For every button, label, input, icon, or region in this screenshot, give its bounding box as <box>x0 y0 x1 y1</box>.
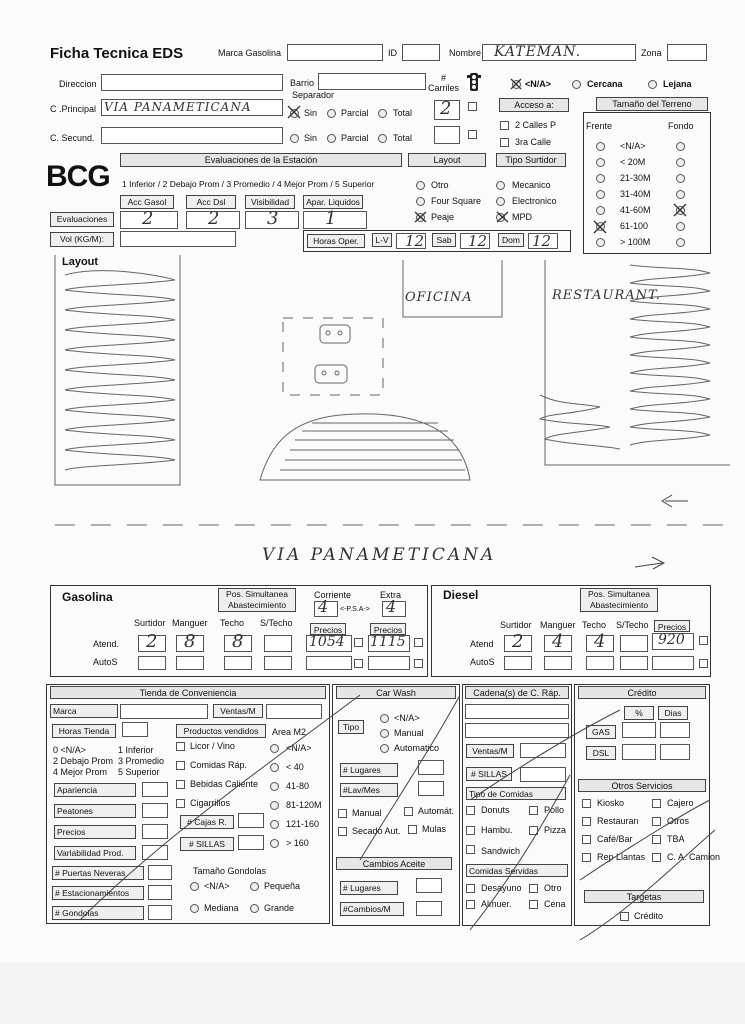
carriles-secund-field[interactable] <box>434 126 460 144</box>
gasolina-atend-value: 2 <box>146 631 158 652</box>
surtidor-option-label: Mecanico <box>512 180 551 190</box>
fondo-radio[interactable] <box>676 142 685 151</box>
frente-radio[interactable] <box>596 142 605 151</box>
targetas-title: Targetas <box>584 890 704 903</box>
tienda-scale-left: 4 Mejor Prom <box>53 767 108 777</box>
frente-radio[interactable] <box>596 158 605 167</box>
traffic-light-icon <box>466 72 482 94</box>
diesel-column-label: Surtidor <box>500 620 532 630</box>
gondola-pequena-label: Pequeña <box>264 881 301 891</box>
separador-sin-label: Sin <box>304 108 318 118</box>
count-label: # Estacionamientos <box>52 886 144 900</box>
terreno-option-label: 41-60M <box>620 205 651 215</box>
form-title: Ficha Tecnica EDS <box>50 45 184 62</box>
otros-servicio-label: Cajero <box>667 798 694 808</box>
separador-sin-mark <box>286 104 302 120</box>
carwash-automat-label: Automát. <box>418 806 455 816</box>
gasolina-atend-field[interactable] <box>264 635 292 652</box>
acceso-title: Acceso a: <box>499 98 569 112</box>
carwash-tipo-label: <N/A> <box>394 713 420 723</box>
gasolina-title: Gasolina <box>62 590 113 604</box>
productos-title: Productos vendidos <box>176 724 266 738</box>
diesel-column-label: Techo <box>582 620 607 630</box>
diesel-pos-label: Pos. Simultanea Abastecimiento <box>580 588 658 612</box>
cena-label: Cena <box>544 899 566 909</box>
diesel-atend-value: 4 <box>552 631 564 652</box>
area-title: Area M2 <box>272 727 307 737</box>
credito-title: Crédito <box>578 686 706 699</box>
extra-label: Extra <box>380 590 402 600</box>
fondo-radio[interactable] <box>676 222 685 231</box>
direccion-field[interactable] <box>101 74 283 91</box>
almuer-label: Almuer. <box>481 899 512 909</box>
separador-total-radio[interactable] <box>378 109 387 118</box>
producto-label: Comidas Ráp. <box>190 760 248 770</box>
autos-extra-field[interactable] <box>368 656 410 670</box>
fondo-radio[interactable] <box>676 238 685 247</box>
gasolina-pos-label: Pos. Simultanea Abastecimiento <box>218 588 296 612</box>
carwash-tipo-label: Tipo <box>338 720 364 734</box>
gondola-na-label: <N/A> <box>204 881 230 891</box>
diesel-atend-value: 2 <box>512 631 524 652</box>
frente-radio[interactable] <box>596 206 605 215</box>
carwash-title: Car Wash <box>336 686 456 699</box>
diesel-precios-label: Precios <box>654 620 690 632</box>
area-label: 121-160 <box>286 819 320 829</box>
c-secund-field[interactable] <box>101 127 283 144</box>
rating-label: Peatones <box>54 804 136 818</box>
aceite-title: Cambios Aceite <box>336 857 452 870</box>
terreno-option-label: 31-40M <box>620 189 651 199</box>
gasolina-atend-value: 8 <box>184 631 196 652</box>
pos-corriente-value: 4 <box>318 597 329 616</box>
diesel-column-label: S/Techo <box>616 620 649 630</box>
otros-servicio-label: Café/Bar <box>597 834 633 844</box>
tienda-title: Tienda de Conveniencia <box>50 686 326 699</box>
barrio-field[interactable] <box>318 73 426 90</box>
separador-total-label: Total <box>393 108 413 118</box>
autos-corriente-checkbox[interactable] <box>354 659 363 668</box>
id-field[interactable] <box>402 44 440 61</box>
carwash-lugares-label: # Lugares <box>340 763 398 777</box>
autos-corriente-field[interactable] <box>306 656 352 670</box>
c-secund-label: C. Secund. <box>50 133 95 143</box>
evaluaciones-scale: 1 Inferior / 2 Debajo Prom / 3 Promedio / 4 Mejor Prom / 5 Superior <box>122 179 375 189</box>
dom-value: 12 <box>532 232 552 250</box>
eval-column-label: Visibilidad <box>245 195 295 209</box>
pos-extra-value: 4 <box>386 597 397 616</box>
count-label: # Gondolas <box>52 906 144 920</box>
area-label: <N/A> <box>286 743 312 753</box>
eval-column-label: Acc Gasol <box>120 195 174 209</box>
cercana-radio[interactable] <box>572 80 581 89</box>
secund-parcial-radio[interactable] <box>327 134 336 143</box>
otros-servicio-label: Rep Llantas <box>597 852 646 862</box>
credito-dsl-label: DSL <box>586 746 616 760</box>
fondo-radio[interactable] <box>676 174 685 183</box>
terreno-title: Tamaño del Terreno <box>596 97 708 111</box>
gondolas-title: Tamaño Gondolas <box>193 866 267 876</box>
hambu-label: Hambu. <box>481 825 513 835</box>
marca-gasolina-field[interactable] <box>287 44 383 61</box>
sab-label: Sab <box>432 233 456 247</box>
tipo-comidas-title: Tipo de Comidas <box>466 787 566 800</box>
gondola-mediana-label: Mediana <box>204 903 239 913</box>
terreno-frente-label: Frente <box>586 121 613 131</box>
fondo-41-60-mark <box>672 202 688 218</box>
terreno-option-label: > 100M <box>620 237 651 247</box>
otros-servicio-label: Otros <box>667 816 690 826</box>
carriles-label: # Carriles <box>428 73 460 93</box>
fondo-radio[interactable] <box>676 190 685 199</box>
gasolina-autos-field[interactable] <box>264 656 292 670</box>
frente-radio[interactable] <box>596 190 605 199</box>
cadena-ventas-label: Ventas/M <box>466 744 514 758</box>
carwash-secado-label: Secado Aut. <box>352 826 401 836</box>
gasolina-autos-label: AutoS <box>93 657 118 667</box>
tienda-ventas-label: Ventas/M <box>213 704 263 718</box>
sandwich-label: Sandwich <box>481 846 521 856</box>
diesel-autos-field[interactable] <box>544 656 572 670</box>
credito-pct-label: % <box>624 706 654 720</box>
strike-lines <box>60 690 720 950</box>
sab-value: 12 <box>468 232 488 250</box>
gasolina-autos-field[interactable] <box>138 656 166 670</box>
lv-value: 12 <box>405 232 425 250</box>
eval-value: 2 <box>208 208 220 229</box>
diesel-autos-label: AutoS <box>470 657 495 667</box>
tipo-surtidor-title: Tipo Surtidor <box>496 153 566 167</box>
gasolina-column-label: Manguer <box>172 618 208 628</box>
separador-parcial-label: Parcial <box>341 108 369 118</box>
carwash-tipo-label: Automatico <box>394 743 440 753</box>
zona-field[interactable] <box>667 44 707 61</box>
eval-value: 1 <box>325 208 337 229</box>
otros-servicios-title: Otros Servicios <box>578 779 706 792</box>
nombre-label: Nombre <box>449 48 482 58</box>
evaluaciones-button[interactable]: Evaluaciones <box>50 212 114 227</box>
precio-corriente-checkbox[interactable] <box>354 638 363 647</box>
tienda-scale-right: 5 Superior <box>118 767 160 777</box>
producto-label: Licor / Vino <box>190 741 235 751</box>
credito-card-label: Crédito <box>634 911 664 921</box>
diesel-autos-field[interactable] <box>586 656 614 670</box>
nombre-value: KATEMAN. <box>494 44 582 60</box>
c-principal-label: C .Principal <box>50 104 97 114</box>
diesel-autos-precio-field[interactable] <box>652 656 694 670</box>
gasolina-column-label: S/Techo <box>260 618 293 628</box>
autos-extra-checkbox[interactable] <box>414 659 423 668</box>
credito-dias-label: Dias <box>658 706 688 720</box>
otros-servicio-label: Restauran <box>597 816 639 826</box>
layout-sketch <box>40 255 730 585</box>
tienda-scale-left: 2 Debajo Prom <box>53 756 114 766</box>
tienda-horas-label: Horas Tienda <box>52 724 116 738</box>
comidas-servidas-title: Comidas Servidas <box>466 864 568 877</box>
surtidor-option-label: MPD <box>512 212 532 222</box>
surtidor-option-radio[interactable] <box>496 197 505 206</box>
cajas-label: # Cajas R. <box>180 815 234 829</box>
frente-radio[interactable] <box>596 174 605 183</box>
location-na-mark <box>509 77 523 91</box>
oficina-label: OFICINA <box>405 290 473 305</box>
psa-label: <-P.S.A-> <box>340 606 370 613</box>
tienda-sillas-label: # SILLAS <box>180 837 234 851</box>
via-label: VIA PANAMETICANA <box>262 545 497 565</box>
carriles-value: 2 <box>440 98 452 119</box>
diesel-column-label: Manguer <box>540 620 576 630</box>
diesel-precio-checkbox[interactable] <box>699 636 708 645</box>
barrio-label: Barrio <box>290 78 315 88</box>
c-principal-value: VIA PANAMETICANA <box>104 100 252 114</box>
count-label: # Puertas Neveras <box>52 866 144 880</box>
tienda-marca-label: Marca <box>50 704 118 718</box>
eval-column-label: Apar. Liquidos <box>303 195 363 209</box>
area-label: < 40 <box>286 762 304 772</box>
diesel-autos-checkbox[interactable] <box>699 659 708 668</box>
evaluaciones-title: Evaluaciones de la Estación <box>120 153 402 167</box>
gasolina-precios-extra-label: Precios <box>370 623 406 635</box>
restaurant-label: RESTAURANT. <box>552 288 661 303</box>
cercana-label: Cercana <box>587 79 623 89</box>
terreno-option-label: <N/A> <box>620 141 646 151</box>
precio-extra-checkbox[interactable] <box>414 638 423 647</box>
acceso-2calles-checkbox[interactable] <box>500 121 509 130</box>
separador-label: Separador <box>292 90 335 100</box>
aceite-lugares-label: # Lugares <box>340 881 398 895</box>
gasolina-column-label: Techo <box>220 618 245 628</box>
lv-label: L-V <box>372 233 392 247</box>
otro-label: Otro <box>544 883 562 893</box>
eval-column-label: Acc Dsl <box>186 195 236 209</box>
diesel-precio-value: 920 <box>658 632 685 648</box>
separador-parcial-radio[interactable] <box>327 109 336 118</box>
precio-corriente-value: 1054 <box>309 634 345 650</box>
gasolina-atend-label: Atend. <box>93 639 120 649</box>
dom-label: Dom <box>498 233 524 247</box>
layout-type-title: Layout <box>408 153 486 167</box>
carwash-manual-label: Manual <box>352 808 382 818</box>
lejana-radio[interactable] <box>648 80 657 89</box>
producto-label: Cigarrillos <box>190 798 231 808</box>
secund-parcial-label: Parcial <box>341 133 369 143</box>
direccion-label: Direccion <box>59 79 97 89</box>
cadena-title: Cadena(s) de C. Ráp. <box>465 686 569 699</box>
gasolina-precios-corriente-label: Precios <box>310 623 346 635</box>
desayuno-label: Desayuno <box>481 883 522 893</box>
surtidor-option-radio[interactable] <box>496 181 505 190</box>
gasolina-autos-field[interactable] <box>176 656 204 670</box>
donuts-label: Donuts <box>481 805 510 815</box>
secund-sin-radio[interactable] <box>290 134 299 143</box>
frente-radio[interactable] <box>596 238 605 247</box>
otros-servicio-label: TBA <box>667 834 685 844</box>
otros-servicio-label: C. A. Camion <box>667 852 721 862</box>
vol-field[interactable] <box>120 231 236 247</box>
cadena-sillas-label: # SILLAS <box>466 767 512 781</box>
terreno-option-label: 61-100 <box>620 221 649 231</box>
marca-gasolina-label: Marca Gasolina <box>218 48 282 58</box>
rating-label: Varlabilidad Prod. <box>54 846 136 860</box>
aceite-cambios-label: #Cambios/M <box>340 902 404 916</box>
carwash-mulas-label: Mulas <box>422 824 447 834</box>
frente-61-100-mark <box>592 219 608 235</box>
otros-servicio-label: Kiosko <box>597 798 625 808</box>
vol-label: Vol (KG/M): <box>50 232 114 247</box>
precio-extra-value: 1115 <box>370 634 406 650</box>
carriles-checkbox[interactable] <box>468 102 477 111</box>
terreno-fondo-label: Fondo <box>668 121 694 131</box>
area-label: 41-80 <box>286 781 310 791</box>
secund-total-label: Total <box>393 133 413 143</box>
layout-option-radio[interactable] <box>416 181 425 190</box>
tienda-scale-left: 0 <N/A> <box>53 745 87 755</box>
eval-value: 2 <box>142 208 154 229</box>
terreno-option-label: < 20M <box>620 157 646 167</box>
pizza-label: Pizza <box>544 825 567 835</box>
lejana-label: Lejana <box>663 79 692 89</box>
rating-label: Precios <box>54 825 136 839</box>
horas-oper-label: Horas Oper. <box>307 234 365 248</box>
secund-total-radio[interactable] <box>378 134 387 143</box>
producto-label: Bebidas Caliente <box>190 779 259 789</box>
pollo-label: Pollo <box>544 805 565 815</box>
eval-value: 3 <box>267 208 279 229</box>
diesel-atend-label: Atend <box>470 639 494 649</box>
diesel-atend-value: 4 <box>594 631 606 652</box>
id-label: ID <box>388 48 397 58</box>
gondola-grande-label: Grande <box>264 903 295 913</box>
area-label: 81-120M <box>286 800 322 810</box>
gasolina-column-label: Surtidor <box>134 618 166 628</box>
diesel-autos-field[interactable] <box>620 656 648 670</box>
corriente-label: Corriente <box>314 590 352 600</box>
area-label: > 160 <box>286 838 309 848</box>
diesel-title: Diesel <box>443 588 479 602</box>
carwash-tipo-label: Manual <box>394 728 424 738</box>
peaje-mark <box>413 210 429 224</box>
layout-sketch-label: Layout <box>62 256 99 268</box>
acceso-3ra-label: 3ra Calle <box>515 137 552 147</box>
diesel-autos-field[interactable] <box>504 656 532 670</box>
credito-gas-label: GAS <box>586 725 616 739</box>
location-na-label: <N/A> <box>525 79 552 89</box>
rating-label: Apariencia <box>54 783 136 797</box>
surtidor-option-label: Electronico <box>512 196 557 206</box>
acceso-2calles-label: 2 Calles P <box>515 120 557 130</box>
carwash-lav-label: #Lav/Mes <box>340 783 398 797</box>
gasolina-autos-field[interactable] <box>224 656 252 670</box>
bcg-logo: BCG <box>46 160 110 193</box>
gasolina-atend-value: 8 <box>232 631 244 652</box>
mpd-mark <box>495 210 511 224</box>
acceso-3ra-checkbox[interactable] <box>500 138 509 147</box>
layout-option-label: Four Square <box>431 196 482 206</box>
layout-option-radio[interactable] <box>416 197 425 206</box>
zona-label: Zona <box>641 48 662 58</box>
carriles-secund-checkbox[interactable] <box>468 130 477 139</box>
tienda-scale-right: 1 Inferior <box>118 745 154 755</box>
fondo-radio[interactable] <box>676 158 685 167</box>
diesel-atend-field[interactable] <box>620 635 648 652</box>
terreno-option-label: 21-30M <box>620 173 651 183</box>
tienda-scale-right: 3 Promedio <box>118 756 165 766</box>
secund-sin-label: Sin <box>304 133 318 143</box>
layout-option-label: Peaje <box>431 212 455 222</box>
layout-option-label: Otro <box>431 180 449 190</box>
